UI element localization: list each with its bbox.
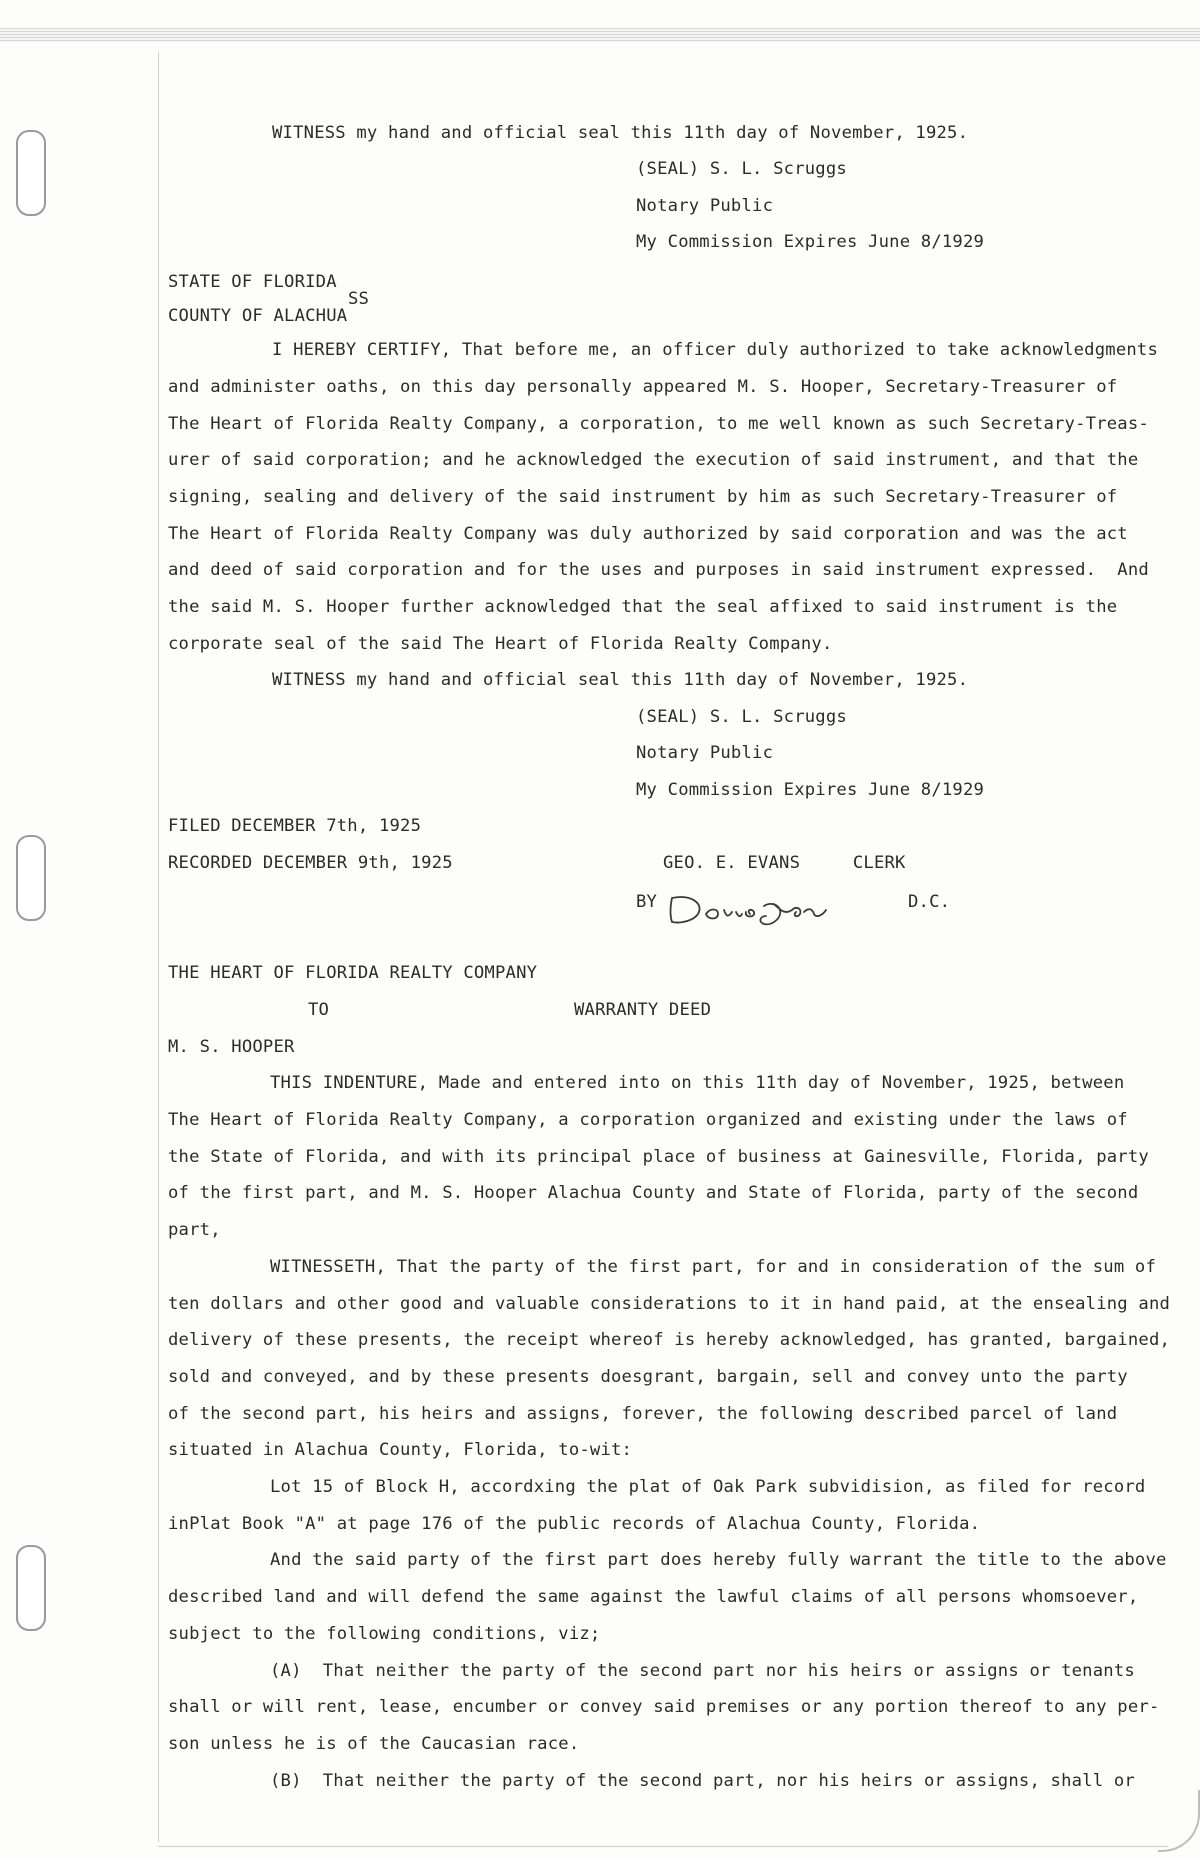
bottom-rule	[158, 1846, 1168, 1847]
certificate-line: and deed of said corporation and for the uses and purposes in said instrument expressed. And	[168, 560, 1149, 580]
indenture-line: the State of Florida, and with its principal place of business at Gainesville, Florida, party	[168, 1147, 1149, 1167]
certificate-line: signing, sealing and delivery of the said instrument by him as such Secretary-Treasurer of	[168, 487, 1118, 507]
scan-edge-band	[0, 28, 1200, 42]
warranty-line: described land and will defend the same against the lawful claims of all persons whomsoever,	[168, 1587, 1139, 1607]
condition-b-line: (B) That neither the party of the second part, nor his heirs or assigns, shall or	[270, 1771, 1135, 1791]
notary-title: Notary Public	[636, 196, 774, 216]
certificate-line: The Heart of Florida Realty Company was duly authorized by said corporation and was the act	[168, 524, 1128, 544]
witnesseth-line: situated in Alachua County, Florida, to-wit:	[168, 1440, 633, 1460]
commission-line: My Commission Expires June 8/1929	[636, 780, 985, 800]
witness-line: WITNESS my hand and official seal this 11th day of November, 1925.	[272, 123, 969, 143]
certificate-line: I HEREBY CERTIFY, That before me, an officer duly authorized to take acknowledgments	[272, 340, 1159, 360]
binder-hole-top	[16, 130, 46, 216]
certificate-line: and administer oaths, on this day personally appeared M. S. Hooper, Secretary-Treasurer of	[168, 377, 1118, 397]
venue-state: STATE OF FLORIDA	[168, 272, 337, 292]
indenture-line: The Heart of Florida Realty Company, a corporation organized and existing under the laws of	[168, 1110, 1128, 1130]
condition-a-line: son unless he is of the Caucasian race.	[168, 1734, 580, 1754]
notary-title: Notary Public	[636, 743, 774, 763]
recorded-date: RECORDED DECEMBER 9th, 1925	[168, 853, 453, 873]
left-margin-rule	[158, 52, 159, 1842]
indenture-line: part,	[168, 1220, 221, 1240]
witnesseth-line: ten dollars and other good and valuable considerations to it in hand paid, at the ensealing and	[168, 1294, 1171, 1314]
certificate-line: urer of said corporation; and he acknowledged the execution of said instrument, and that the	[168, 450, 1139, 470]
deputy-clerk-signature	[636, 886, 876, 930]
witnesseth-line: WITNESSETH, That the party of the first part, for and in consideration of the sum of	[270, 1257, 1157, 1277]
deputy-clerk-label: D.C.	[908, 892, 951, 912]
grantor-name: THE HEART OF FLORIDA REALTY COMPANY	[168, 963, 538, 983]
by-label: BY	[636, 892, 658, 912]
indenture-line: THIS INDENTURE, Made and entered into on this 11th day of November, 1925, between	[270, 1073, 1125, 1093]
document-type: WARRANTY DEED	[574, 1000, 712, 1020]
warranty-line: And the said party of the first part does hereby fully warrant the title to the above	[270, 1550, 1167, 1570]
warranty-line: subject to the following conditions, viz;	[168, 1624, 601, 1644]
witnesseth-line: sold and conveyed, and by these presents doesgrant, bargain, sell and convey unto the party	[168, 1367, 1128, 1387]
filed-date: FILED DECEMBER 7th, 1925	[168, 816, 422, 836]
seal-signature-line: (SEAL) S. L. Scruggs	[636, 159, 847, 179]
condition-a-line: shall or will rent, lease, encumber or convey said premises or any portion thereof to any per-	[168, 1697, 1160, 1717]
certificate-line: the said M. S. Hooper further acknowledged that the seal affixed to said instrument is the	[168, 597, 1118, 617]
grantee-name: M. S. HOOPER	[168, 1037, 295, 1057]
seal-signature-line: (SEAL) S. L. Scruggs	[636, 707, 847, 727]
to-label: TO	[308, 1000, 330, 1020]
page-curl	[1158, 1790, 1200, 1852]
witnesseth-line: of the second part, his heirs and assigns, forever, the following described parcel of land	[168, 1404, 1118, 1424]
parcel-line: inPlat Book "A" at page 176 of the public records of Alachua County, Florida.	[168, 1514, 981, 1534]
witness-line: WITNESS my hand and official seal this 11th day of November, 1925.	[272, 670, 969, 690]
certificate-line: corporate seal of the said The Heart of Florida Realty Company.	[168, 634, 833, 654]
binder-hole-bottom	[16, 1545, 46, 1631]
venue-county: COUNTY OF ALACHUA	[168, 306, 348, 326]
commission-line: My Commission Expires June 8/1929	[636, 232, 985, 252]
indenture-line: of the first part, and M. S. Hooper Alachua County and State of Florida, party of the second	[168, 1183, 1139, 1203]
parcel-line: Lot 15 of Block H, accordxing the plat of Oak Park subvidision, as filed for record	[270, 1477, 1146, 1497]
witnesseth-line: delivery of these presents, the receipt whereof is hereby acknowledged, has granted, bargained,	[168, 1330, 1171, 1350]
condition-a-line: (A) That neither the party of the second part nor his heirs or assigns or tenants	[270, 1661, 1135, 1681]
venue-ss: SS	[348, 289, 370, 309]
clerk-line: GEO. E. EVANS CLERK	[663, 853, 906, 873]
binder-hole-middle	[16, 835, 46, 921]
certificate-line: The Heart of Florida Realty Company, a corporation, to me well known as such Secretary-Treas-	[168, 414, 1149, 434]
